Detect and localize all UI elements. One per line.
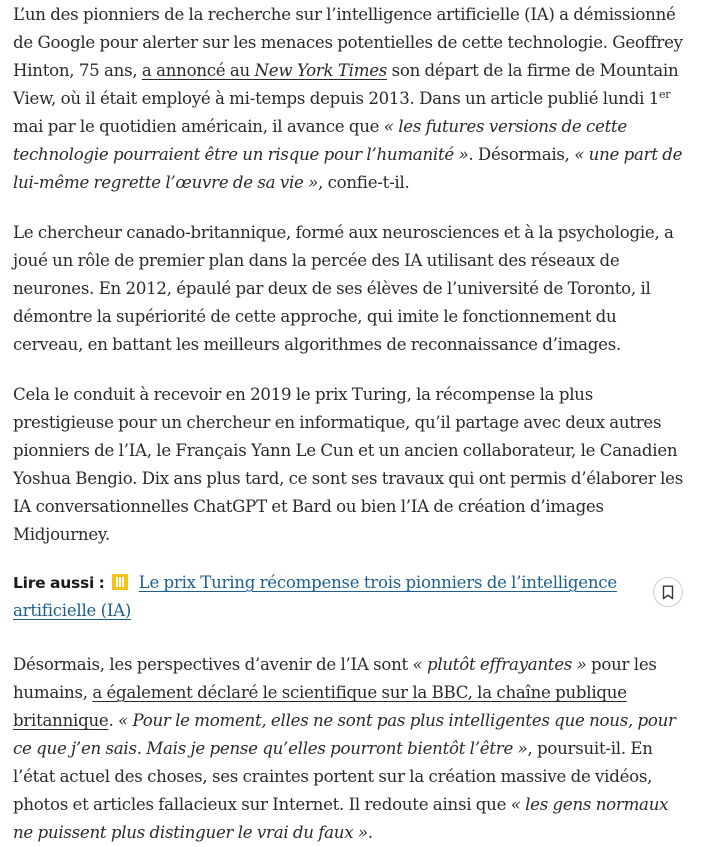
ordinal-suffix: er: [659, 88, 671, 101]
bbc-link[interactable]: a également déclaré le scientifique sur la BBC, la chaîne publique britannique: [13, 683, 627, 730]
nyt-link-publication[interactable]: New York Times: [254, 61, 388, 80]
quote-regret: « une part de lui-même regrette l’œuvre de sa vie »: [13, 145, 683, 192]
bookmark-button[interactable]: [653, 577, 683, 607]
paragraph-1-text-4: . Désormais,: [468, 145, 575, 164]
paragraph-4-text-1: Désormais, les perspectives d’avenir de l’IA sont: [13, 655, 413, 674]
lire-aussi-link[interactable]: Le prix Turing récompense trois pionniers de l’intelligence artificielle (IA): [13, 573, 617, 620]
lire-aussi-label: Lire aussi :: [13, 574, 105, 592]
quote-true-false: « les gens normaux ne puissent plus distinguer le vrai du faux »: [13, 795, 669, 842]
paragraph-4: [13, 651, 688, 847]
paragraph-1-text-2: son départ de la firme de Mountain View, où il était employé à mi-temps depuis 2013. Dans un article publié lundi 1: [13, 61, 679, 108]
paragraph-4-text-4: , poursuit-il. En l’état actuel des choses, ses craintes portent sur la création massive de vidéos, photos et articles fallacieux sur Internet. Il redoute ainsi que: [13, 739, 653, 814]
quote-intelligence: « Pour le moment, elles ne sont pas plus intelligentes que nous, pour ce que j’en sais. Mais je pense qu’elles pourront bientôt l’être »: [13, 711, 676, 758]
paragraph-1-text-1: L’un des pionniers de la recherche sur l’intelligence artificielle (IA) a démissionné de Google pour alerter sur les menaces potentielles de cette technologie. Geoffrey Hinton, 75 ans,: [13, 5, 683, 80]
paragraph-1-text-5: , confie-t-il.: [318, 173, 410, 192]
paragraph-4-text-5: .: [367, 823, 373, 842]
paragraph-4-text-2: pour les humains,: [13, 655, 657, 702]
paragraph-1: [13, 0, 688, 197]
subscriber-columns-icon: [112, 574, 128, 590]
quote-future-versions: « les futures versions de cette technologie pourraient être un risque pour l’humanité »: [13, 117, 628, 164]
quote-frightening: « plutôt effrayantes »: [412, 655, 587, 674]
paragraph-1-text-3: mai par le quotidien américain, il avance que: [13, 117, 384, 136]
lire-aussi-block: [13, 569, 688, 625]
paragraph-3: Cela le conduit à recevoir en 2019 le prix Turing, la récompense la plus prestigieuse pour un chercheur en informatique, qu’il partage avec deux autres pionniers de l’IA, le Français Yann Le Cun et un ancien collaborateur, le Canadien Yoshua Bengio. Dix ans plus tard, ce sont ses travaux qui ont permis d’élaborer les IA conversationnelles ChatGPT et Bard ou bien l’IA de création d’images Midjourney.: [13, 385, 683, 544]
bookmark-icon: [662, 585, 674, 600]
nyt-article-link[interactable]: [142, 61, 387, 80]
paragraph-4-text-3: .: [108, 711, 119, 730]
paragraph-2: Le chercheur canado-britannique, formé aux neurosciences et à la psychologie, a joué un rôle de premier plan dans la percée des IA utilisant des réseaux de neurones. En 2012, épaulé par deux de ses élèves de l’université de Toronto, il démontre la supériorité de cette approche, qui imite le fonctionnement du cerveau, en battant les meilleurs algorithmes de reconnaissance d’images.: [13, 223, 674, 354]
nyt-link-text[interactable]: a annoncé au: [141, 61, 255, 80]
